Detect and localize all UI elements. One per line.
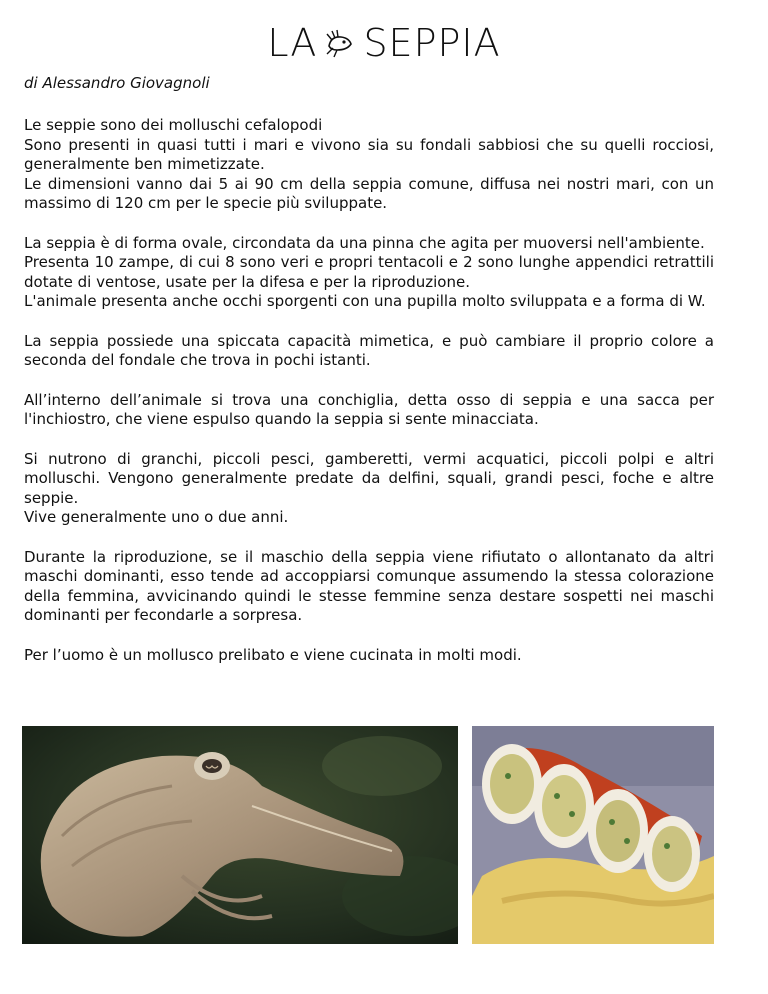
stuffed-cuttlefish-photo [472, 726, 714, 944]
paragraph [24, 391, 714, 430]
paragraph-line: Le seppie sono dei molluschi cefalopodi [24, 116, 323, 134]
paragraph-line: Vive generalmente uno o due anni. [24, 508, 289, 526]
dish-image [472, 726, 714, 944]
paragraph-line: La seppia possiede una spiccata capacità mimetica, e può cambiare il proprio colore a seconda del fondale che trova in pochi istanti. [24, 331, 714, 369]
cuttlefish-photo [22, 726, 458, 944]
title-la: LA [267, 21, 318, 65]
paragraph-line: Durante la riproduzione, se il maschio della seppia viene rifiutato o allontanato da altri maschi dominanti, esso tende ad accoppiarsi comunque assumendo la stessa colorazione della femmina, avvicinando quindi le stesse femmine senza destare sospetti nei maschi dominanti per fecondarle a sorpresa. [24, 547, 714, 624]
article-body [24, 116, 714, 685]
paragraph-line: La seppia è di forma ovale, circondata da una pinna che agita per muoversi nell'ambiente. [24, 233, 705, 252]
paragraph [24, 548, 714, 626]
paragraph-line: Si nutrono di granchi, piccoli pesci, gamberetti, vermi acquatici, piccoli polpi e altri molluschi. Vengono generalmente predate da delfini, squali, grandi pesci, foche e altre seppie. [24, 449, 714, 507]
paragraph-line: Le dimensioni vanno dai 5 ai 90 cm della seppia comune, diffusa nei nostri mari, con un massimo di 120 cm per le specie più sviluppate. [24, 174, 714, 212]
paragraph [24, 234, 714, 312]
paragraph-line: Presenta 10 zampe, di cui 8 sono veri e propri tentacoli e 2 sono lunghe appendici retrattili dotate di ventose, usate per la difesa e per la riproduzione. [24, 253, 714, 291]
paragraph [24, 116, 714, 214]
author-byline: di Alessandro Giovagnoli [24, 74, 210, 92]
title-seppia: SEPPIA [363, 21, 501, 65]
cuttlefish-image [22, 726, 458, 944]
paragraph [24, 450, 714, 528]
paragraph-line: Per l’uomo è un mollusco prelibato e viene cucinata in molti modi. [24, 645, 522, 664]
paragraph [24, 646, 714, 666]
cuttlefish-doodle-icon [323, 26, 357, 60]
page-title [0, 18, 768, 68]
paragraph [24, 332, 714, 371]
paragraph-line: All’interno dell’animale si trova una conchiglia, detta osso di seppia e una sacca per l'inchiostro, che viene espulso quando la seppia si sente minacciata. [24, 390, 714, 428]
paragraph-line: Sono presenti in quasi tutti i mari e vivono sia su fondali sabbiosi che su quelli rocciosi, generalmente ben mimetizzate. [24, 135, 714, 173]
paragraph-line: L'animale presenta anche occhi sporgenti con una pupilla molto sviluppata e a forma di W. [24, 292, 706, 310]
